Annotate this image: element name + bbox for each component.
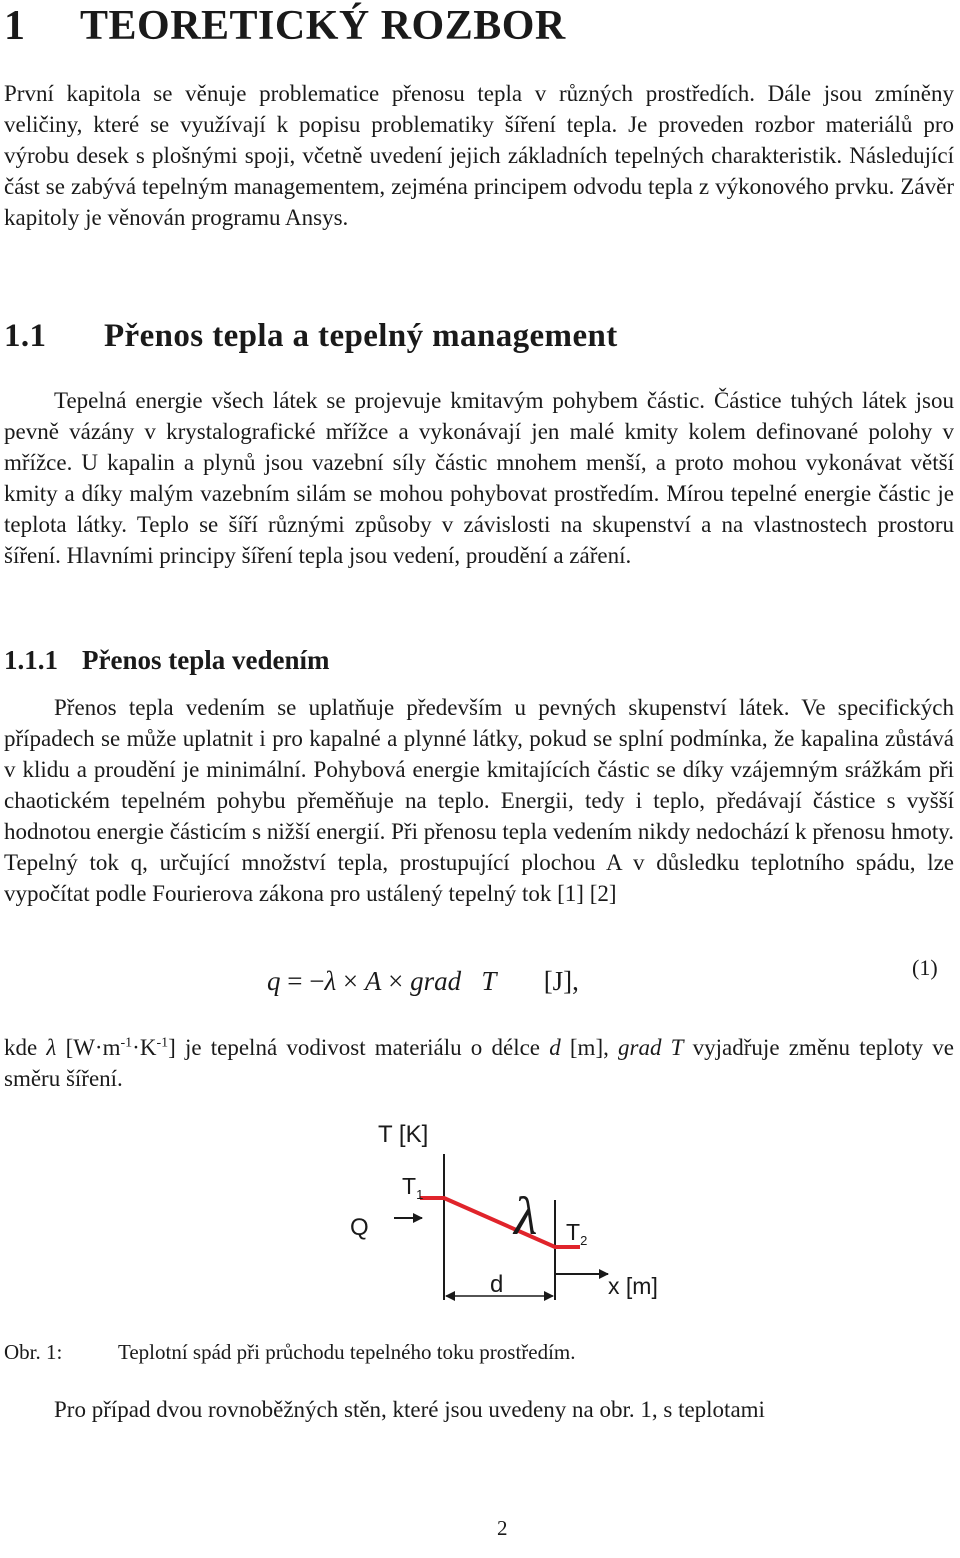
section-title: Přenos tepla a tepelný management [104, 318, 618, 354]
eq-grad: grad [410, 966, 462, 996]
grad-t-symbol: grad T [618, 1035, 684, 1060]
chapter-heading [4, 2, 566, 50]
subsection-title: Přenos tepla vedením [82, 645, 330, 675]
chapter-number: 1 [4, 3, 26, 49]
temperature-gradient-figure [338, 1112, 678, 1312]
eq-times-1: × [336, 966, 365, 996]
chapter-title: TEORETICKÝ ROZBOR [80, 3, 566, 49]
q-label: Q [350, 1214, 369, 1241]
d-label: d [490, 1271, 504, 1298]
figure-caption-label: Obr. 1: [4, 1340, 63, 1364]
unit-exp-1: -1 [120, 1035, 133, 1051]
d-symbol: d [549, 1035, 561, 1060]
lambda-symbol: λ [46, 1035, 57, 1060]
figure-caption-text: Teplotní spád při průchodu tepelného toku prostředím. [118, 1340, 576, 1364]
eq-lambda: λ [324, 966, 337, 996]
subsection-heading [4, 645, 329, 676]
page-number: 2 [497, 1516, 508, 1540]
eq-lhs: q [267, 966, 281, 996]
desc-3: vyjadřuje změnu teploty ve směru šíření. [4, 1035, 954, 1091]
unit-open: [W·m [56, 1035, 121, 1060]
unit-mid: ·K [132, 1035, 157, 1060]
fourier-equation [267, 966, 579, 997]
t2-label: $T_2$ [566, 1219, 588, 1248]
conduction-paragraph: Přenos tepla vedením se uplatňuje především u pevných skupenství látek. Ve specifických případech se může uplatnit i pro kapalné a plynné látky, pokud se splní podmínka, že kapalina zůstává v klidu a proudění je minimální. Pohybová energie kmitajících částic se díky vzájemným srážkám při chaotickém tepelném pohybu přeměňuje na teplo. Energii, tedy i teplo, předávají částice s vyšší hodnotou energie částicím s nižší energií. Při přenosu tepla vedením nikdy nedochází k přenosu hmoty. Tepelný tok q, určující množství tepla, prostupující plochou A v důsledku teplotního spádu, lze vypočítat podle Fourierova zákona pro ustálený tepelný tok [1] [2] [4, 695, 954, 906]
equation-number: (1) [912, 955, 938, 980]
last-paragraph: Pro případ dvou rovnoběžných stěn, které jsou uvedeny na obr. 1, s teplotami [54, 1397, 765, 1422]
desc-2: [m], [560, 1035, 619, 1060]
x-axis-label: x [m] [608, 1273, 658, 1299]
section-number: 1.1 [4, 318, 47, 354]
eq-unit: [J], [543, 966, 579, 996]
lambda-label: λ [514, 1186, 538, 1246]
unit-close: ] [168, 1035, 176, 1060]
after-equation-paragraph [4, 1032, 954, 1094]
unit-exp-2: -1 [156, 1035, 169, 1051]
desc-1: je tepelná vodivost materiálu o délce [175, 1035, 550, 1060]
kde-text: kde [4, 1035, 47, 1060]
eq-area: A [364, 966, 382, 996]
subsection-number: 1.1.1 [4, 645, 58, 675]
intro-paragraph: První kapitola se věnuje problematice přenosu tepla v různých prostředích. Dále jsou zmíněny veličiny, které se využívají k popisu problematiky šíření tepla. Je proveden rozbor materiálů pro výrobu desek s plošnými spoji, včetně uvedení jejich základních tepelných charakteristik. Následující část se zabývá tepelným managementem, zejména principem odvodu tepla z výkonového prvku. Závěr kapitoly je věnován programu Ansys. [4, 81, 954, 230]
section-heading [4, 318, 618, 355]
eq-temperature: T [481, 966, 497, 996]
t1-label: $T_1$ [402, 1173, 424, 1202]
y-axis-label: T [K] [378, 1121, 429, 1148]
heat-energy-paragraph: Tepelná energie všech látek se projevuje kmitavým pohybem částic. Částice tuhých látek jsou pevně vázány v krystalografické mřížce a vykonávají jen malé kmity kolem definované polohy v mřížce. U kapalin a plynů jsou vazební síly částic mnohem menší, a proto mohou vykonávat větší kmity a díky malým vazebním silám se mohou pohybovat prostředím. Mírou tepelné energie částic je teplota látky. Teplo se šíří různými způsoby v závislosti na skupenství a na vlastnostech prostoru šíření. Hlavními principy šíření tepla jsou vedení, proudění a záření. [4, 388, 954, 568]
eq-equals: = − [280, 966, 325, 996]
eq-times-2: × [381, 966, 411, 996]
